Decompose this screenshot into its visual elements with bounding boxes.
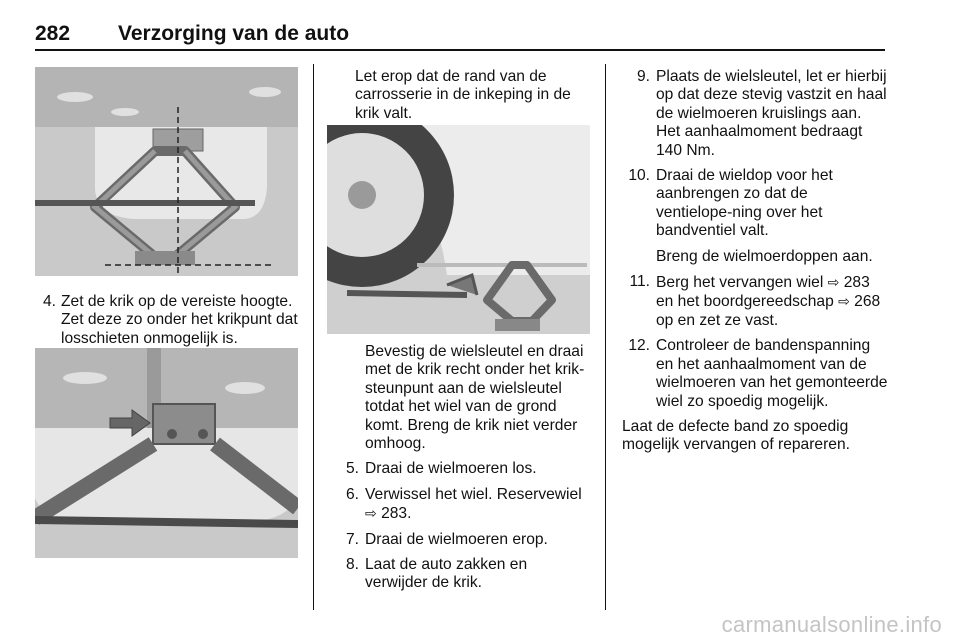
- step-6-text: Verwissel het wiel. Reservewiel: [365, 485, 582, 503]
- figure-jack-at-wheel: [327, 125, 590, 334]
- step-11-page-ref-1[interactable]: 283: [843, 274, 870, 292]
- column-divider-1: [313, 64, 314, 610]
- reference-arrow-icon: ⇨: [827, 274, 840, 291]
- reference-arrow-icon: ⇨: [838, 293, 850, 310]
- reference-arrow-icon: ⇨: [365, 505, 377, 522]
- step-5: [327, 460, 593, 478]
- step-8-text: Laat de auto zakken en verwijder de krik.: [365, 556, 528, 592]
- figure-jack-under-car: [35, 67, 298, 276]
- step-8: [327, 556, 593, 593]
- step-12-number: 12.: [628, 337, 650, 355]
- col3-body: [618, 68, 888, 462]
- step-12: [618, 337, 888, 411]
- figure-jack-head-detail: [35, 348, 298, 558]
- step-6: [327, 486, 593, 524]
- step-11: [618, 273, 888, 330]
- step-6-page-ref[interactable]: 283.: [381, 505, 412, 523]
- step-9-text: Plaats de wielsleutel, let er hierbij op dat deze stevig vastzit en haal de wielmoeren kruislings aan. Het aanhaalmoment bedraagt: [656, 68, 887, 141]
- column-divider-2: [605, 64, 606, 610]
- step-9-torque: 140 Nm.: [656, 141, 715, 159]
- step-10: [618, 167, 888, 241]
- step-11-text-a: Berg het vervangen wiel: [656, 274, 824, 292]
- step-11-text-c: op en zet ze vast.: [656, 311, 779, 329]
- step-7-text: Draai de wielmoeren erop.: [365, 530, 548, 548]
- step-4-text: Zet de krik op de vereiste hoogte. Zet deze zo onder het krikpunt dat losschieten onmogelijk is.: [61, 293, 298, 347]
- step-9-number: 9.: [636, 68, 650, 85]
- step-10-subparagraph: Breng de wielmoerdoppen aan.: [656, 247, 873, 265]
- col2-body: [327, 343, 593, 600]
- header-divider: [35, 49, 885, 51]
- step-8-number: 8.: [345, 556, 359, 574]
- step-11-page-ref-2[interactable]: 268: [854, 293, 881, 311]
- step-9: [618, 68, 888, 160]
- step-12-text: Controleer de bandenspanning en het aanhaalmoment van de wielmoeren van het gemonteerde wiel zo spoedig mogelijk.: [656, 337, 888, 410]
- step-6-number: 6.: [345, 485, 359, 503]
- step-11-number: 11.: [629, 273, 650, 291]
- intro-paragraph: Let erop dat de rand van de carrosserie in de inkeping in de krik valt.: [355, 68, 571, 122]
- step-5-text: Draai de wielmoeren los.: [365, 460, 537, 478]
- step-10-number: 10.: [628, 167, 650, 185]
- page-header: [0, 0, 960, 54]
- step-5-number: 5.: [345, 460, 359, 478]
- step-4: [43, 293, 300, 355]
- step-7: [327, 531, 593, 549]
- step-7-number: 7.: [345, 530, 359, 548]
- page-number: 282: [35, 22, 71, 45]
- col2-intro: [355, 68, 595, 130]
- watermark: carmanualsonline.info: [721, 612, 942, 637]
- step-4-number: 4.: [43, 293, 57, 310]
- page-title: Verzorging van de auto: [118, 22, 350, 45]
- step-10-text: Draai de wieldop voor het aanbrengen zo dat de ventielope-ning over het bandventiel valt.: [656, 167, 833, 240]
- step-11-text-b: en het boordgereedschap: [656, 293, 834, 311]
- wrench-paragraph: Bevestig de wielsleutel en draai met de krik recht onder het krik-steunpunt aan de wielsleutel totdat het wiel van de grond komt. Breng de krik niet verder omhoog.: [365, 343, 585, 453]
- closing-paragraph: Laat de defecte band zo spoedig mogelijk vervangen of repareren.: [622, 417, 850, 454]
